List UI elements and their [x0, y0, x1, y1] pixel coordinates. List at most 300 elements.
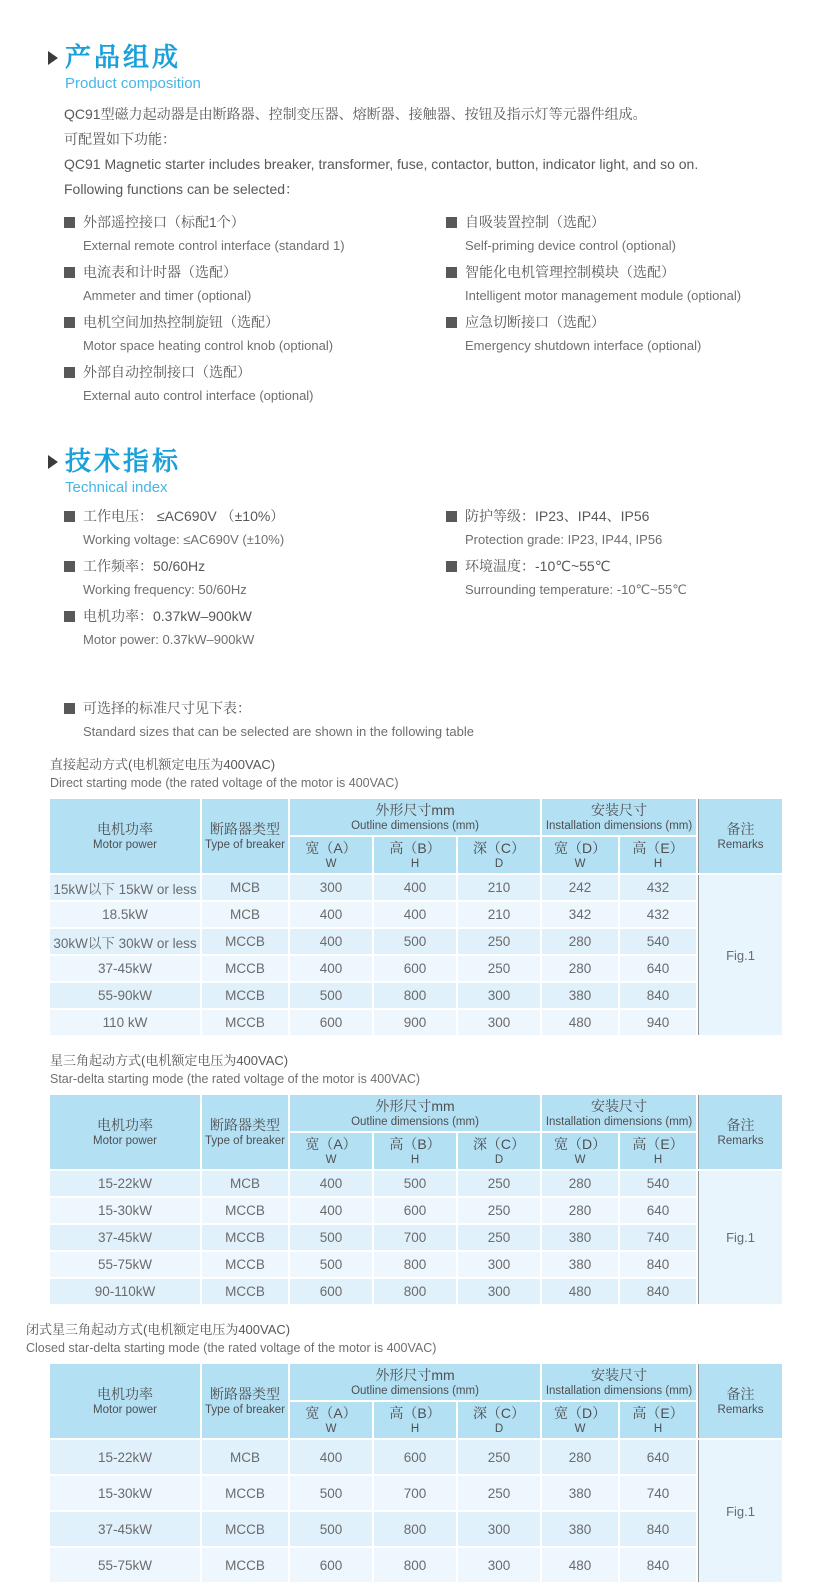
bullet-square-icon	[64, 511, 75, 522]
cell-dimension: 280	[542, 929, 618, 954]
header-label-en: H	[653, 1154, 663, 1166]
section-arrow-icon	[48, 455, 58, 469]
cell-dimension: 280	[542, 1171, 618, 1196]
header-label-en: Installation dimensions (mm)	[545, 820, 693, 832]
feature-label-zh: 应急切断接口（选配）	[465, 314, 605, 330]
table-row	[50, 1512, 782, 1546]
header-label-en: Motor power	[93, 839, 157, 851]
cell-dimension: 210	[458, 902, 540, 927]
cell-remark: Fig.1	[698, 1440, 782, 1582]
section-header-text	[65, 42, 201, 92]
intro-paragraphs	[64, 102, 790, 202]
cell-dimension: 400	[290, 902, 372, 927]
cell-motor-power: 55-90kW	[50, 983, 200, 1008]
table-body	[50, 1440, 782, 1582]
feature-label-zh: 电流表和计时器（选配）	[83, 264, 237, 280]
header-outline-dimensions	[290, 1095, 540, 1131]
cell-dimension: 540	[620, 1171, 696, 1196]
cell-breaker-type: MCCB	[202, 1252, 288, 1277]
cell-motor-power: 15-30kW	[50, 1198, 200, 1223]
cell-dimension: 500	[374, 929, 456, 954]
section-header-technical	[48, 446, 790, 496]
feature-item	[64, 212, 446, 255]
feature-row	[64, 506, 446, 526]
table-caption	[50, 1051, 790, 1088]
feature-label-zh: 防护等级：IP23、IP44、IP56	[465, 508, 650, 524]
cell-dimension: 400	[290, 1171, 372, 1196]
table-block-direct-start	[48, 755, 790, 1037]
feature-item	[446, 506, 790, 549]
feature-label-zh: 电机功率：0.37kW–900kW	[83, 608, 252, 624]
cell-motor-power: 15-30kW	[50, 1476, 200, 1510]
cell-dimension: 800	[374, 1512, 456, 1546]
header-label-zh: 断路器类型	[210, 821, 280, 837]
header-label-zh: 备注	[726, 1117, 755, 1133]
cell-dimension: 250	[458, 929, 540, 954]
cell-motor-power: 15-22kW	[50, 1440, 200, 1474]
header-label-zh: 安装尺寸	[591, 1367, 648, 1383]
header-label-en: Installation dimensions (mm)	[545, 1385, 693, 1397]
cell-dimension: 480	[542, 1548, 618, 1582]
cell-dimension: 600	[290, 1279, 372, 1304]
bullet-square-icon	[64, 217, 75, 228]
cell-dimension: 740	[620, 1476, 696, 1510]
header-label-en: D	[494, 858, 504, 870]
header-label-en: Installation dimensions (mm)	[545, 1116, 693, 1128]
dimensions-table-direct-start	[48, 797, 784, 1037]
feature-row	[64, 212, 446, 232]
header-label-zh: 深（C）	[472, 1136, 526, 1152]
feature-label-en: Motor power: 0.37kW–900kW	[83, 632, 255, 647]
cell-dimension: 300	[458, 983, 540, 1008]
feature-row	[446, 506, 790, 526]
spec-column-left	[64, 506, 446, 656]
feature-label-zh: 环境温度：-10℃~55℃	[465, 558, 611, 574]
header-label-zh: 高（B）	[389, 1405, 441, 1421]
cell-dimension: 480	[542, 1279, 618, 1304]
cell-dimension: 640	[620, 956, 696, 981]
header-label-zh: 高（E）	[632, 1136, 684, 1152]
cell-dimension: 840	[620, 1548, 696, 1582]
cell-motor-power: 37-45kW	[50, 1225, 200, 1250]
header-label-en: Type of breaker	[205, 839, 285, 851]
header-breaker-type	[202, 1364, 288, 1438]
table-row	[50, 1252, 782, 1277]
cell-breaker-type: MCCB	[202, 1279, 288, 1304]
header-outline-dimensions	[290, 1364, 540, 1400]
bullet-square-icon	[64, 611, 75, 622]
cell-breaker-type: MCCB	[202, 983, 288, 1008]
header-label-zh: 备注	[726, 821, 755, 837]
bullet-square-icon	[446, 317, 457, 328]
feature-item	[64, 262, 446, 305]
cell-dimension: 400	[290, 1198, 372, 1223]
header-subcolumn	[458, 1133, 540, 1169]
header-subcolumn	[374, 1133, 456, 1169]
feature-label-en: Protection grade: IP23, IP44, IP56	[465, 532, 663, 547]
header-label-zh: 断路器类型	[210, 1386, 280, 1402]
feature-label-en: Intelligent motor management module (optional)	[465, 288, 742, 303]
cell-dimension: 640	[620, 1440, 696, 1474]
table-head	[50, 799, 782, 873]
paragraph-line: QC91型磁力起动器是由断路器、控制变压器、熔断器、接触器、按钮及指示灯等元器件组成。	[64, 106, 647, 122]
table-row	[50, 983, 782, 1008]
cell-dimension: 640	[620, 1198, 696, 1223]
cell-motor-power: 15-22kW	[50, 1171, 200, 1196]
cell-dimension: 432	[620, 875, 696, 900]
table-row	[50, 1476, 782, 1510]
cell-motor-power: 90-110kW	[50, 1279, 200, 1304]
header-motor-power	[50, 1095, 200, 1169]
header-subcolumn	[542, 837, 618, 873]
header-subcolumn	[542, 1133, 618, 1169]
cell-dimension: 500	[290, 1512, 372, 1546]
cell-motor-power: 37-45kW	[50, 956, 200, 981]
cell-dimension: 600	[374, 956, 456, 981]
header-label-en: W	[325, 858, 337, 870]
cell-motor-power: 55-75kW	[50, 1252, 200, 1277]
paragraph-line: QC91 Magnetic starter includes breaker, transformer, fuse, contactor, button, indicator light, and so on.	[64, 156, 699, 172]
feature-item	[446, 556, 790, 599]
feature-row	[446, 262, 790, 282]
cell-dimension: 300	[458, 1548, 540, 1582]
cell-breaker-type: MCCB	[202, 1198, 288, 1223]
header-label-zh: 外形尺寸mm	[375, 1367, 455, 1383]
feature-item	[64, 556, 446, 599]
header-motor-power	[50, 1364, 200, 1438]
header-subcolumn	[620, 1402, 696, 1438]
feature-label-en: Self-priming device control (optional)	[465, 238, 676, 253]
header-subcolumn	[290, 1133, 372, 1169]
header-label-en: W	[574, 858, 586, 870]
bullet-square-icon	[446, 511, 457, 522]
cell-dimension: 600	[374, 1440, 456, 1474]
table-row	[50, 902, 782, 927]
feature-label-en: Working voltage: ≤AC690V (±10%)	[83, 532, 285, 547]
cell-dimension: 800	[374, 1252, 456, 1277]
cell-breaker-type: MCCB	[202, 1225, 288, 1250]
feature-row	[64, 362, 446, 382]
cell-breaker-type: MCCB	[202, 1010, 288, 1035]
table-row	[50, 929, 782, 954]
header-label-zh: 高（E）	[632, 840, 684, 856]
table-block-closed-star-delta	[26, 1320, 790, 1584]
bullet-square-icon	[446, 267, 457, 278]
cell-breaker-type: MCB	[202, 875, 288, 900]
cell-dimension: 400	[290, 956, 372, 981]
cell-dimension: 480	[542, 1010, 618, 1035]
header-subcolumn	[620, 837, 696, 873]
bullet-square-icon	[446, 561, 457, 572]
table-head	[50, 1364, 782, 1438]
table-caption-zh: 直接起动方式(电机额定电压为400VAC)	[50, 757, 276, 772]
feature-item	[446, 212, 790, 255]
bullet-square-icon	[64, 561, 75, 572]
header-label-en: H	[410, 1423, 420, 1435]
header-label-en: H	[410, 858, 420, 870]
header-label-en: Remarks	[717, 1404, 764, 1416]
header-label-zh: 高（B）	[389, 1136, 441, 1152]
cell-dimension: 400	[374, 902, 456, 927]
cell-dimension: 250	[458, 1171, 540, 1196]
cell-dimension: 380	[542, 1476, 618, 1510]
header-label-en: Outline dimensions (mm)	[351, 1385, 479, 1397]
header-label-en: Type of breaker	[205, 1404, 285, 1416]
header-label-zh: 深（C）	[472, 1405, 526, 1421]
cell-remark: Fig.1	[698, 875, 782, 1035]
cell-dimension: 400	[290, 929, 372, 954]
cell-breaker-type: MCCB	[202, 929, 288, 954]
header-installation-dimensions	[542, 799, 696, 835]
feature-item	[64, 312, 446, 355]
cell-dimension: 280	[542, 1440, 618, 1474]
cell-dimension: 840	[620, 983, 696, 1008]
cell-motor-power: 37-45kW	[50, 1512, 200, 1546]
header-remarks	[698, 1364, 782, 1438]
header-label-zh: 安装尺寸	[591, 1098, 648, 1114]
header-label-zh: 宽（D）	[553, 1405, 607, 1421]
paragraph-line: Following functions can be selected：	[64, 181, 300, 197]
cell-dimension: 500	[290, 983, 372, 1008]
cell-dimension: 380	[542, 1512, 618, 1546]
feature-label-en: Emergency shutdown interface (optional)	[465, 338, 702, 353]
header-label-en: Remarks	[717, 839, 764, 851]
table-block-star-delta	[48, 1051, 790, 1306]
feature-row	[64, 262, 446, 282]
cell-dimension: 800	[374, 983, 456, 1008]
section-header-composition	[48, 42, 790, 92]
header-label-zh: 宽（A）	[305, 1136, 357, 1152]
bullet-square-icon	[64, 367, 75, 378]
feature-label-zh: 工作电压： ≤AC690V （±10%）	[83, 508, 285, 524]
section-subtitle: Technical index	[65, 479, 168, 496]
cell-dimension: 940	[620, 1010, 696, 1035]
cell-dimension: 432	[620, 902, 696, 927]
table-head	[50, 1095, 782, 1169]
cell-motor-power: 110 kW	[50, 1010, 200, 1035]
header-label-en: H	[653, 1423, 663, 1435]
cell-dimension: 250	[458, 1476, 540, 1510]
header-installation-dimensions	[542, 1095, 696, 1131]
cell-dimension: 242	[542, 875, 618, 900]
header-label-zh: 深（C）	[472, 840, 526, 856]
cell-dimension: 300	[458, 1279, 540, 1304]
table-caption-en: Star-delta starting mode (the rated voltage of the motor is 400VAC)	[50, 1072, 421, 1086]
cell-dimension: 380	[542, 1252, 618, 1277]
header-label-zh: 外形尺寸mm	[375, 1098, 455, 1114]
cell-breaker-type: MCCB	[202, 1548, 288, 1582]
header-subcolumn	[458, 837, 540, 873]
cell-dimension: 250	[458, 1440, 540, 1474]
table-row	[50, 1171, 782, 1196]
cell-dimension: 600	[290, 1010, 372, 1035]
feature-label-zh: 外部遥控接口（标配1个）	[83, 214, 245, 230]
feature-column-right	[446, 212, 790, 412]
header-label-zh: 电机功率	[97, 1386, 153, 1402]
header-label-zh: 电机功率	[97, 821, 153, 837]
header-label-zh: 断路器类型	[210, 1117, 280, 1133]
note-label-en: Standard sizes that can be selected are shown in the following table	[83, 724, 474, 739]
section-arrow-icon	[48, 51, 58, 65]
dimensions-table-closed-star-delta	[48, 1362, 784, 1584]
cell-dimension: 300	[290, 875, 372, 900]
feature-label-en: External remote control interface (standard 1)	[83, 238, 345, 253]
table-caption	[26, 1320, 790, 1357]
table-row	[50, 1225, 782, 1250]
feature-row	[446, 312, 790, 332]
bullet-square-icon	[64, 703, 75, 714]
header-outline-dimensions	[290, 799, 540, 835]
header-subcolumn	[542, 1402, 618, 1438]
cell-motor-power: 55-75kW	[50, 1548, 200, 1582]
header-breaker-type	[202, 1095, 288, 1169]
cell-dimension: 400	[374, 875, 456, 900]
standard-sizes-note	[64, 698, 790, 741]
header-label-zh: 高（E）	[632, 1405, 684, 1421]
feature-label-en: Ammeter and timer (optional)	[83, 288, 252, 303]
cell-breaker-type: MCCB	[202, 956, 288, 981]
feature-row	[64, 312, 446, 332]
header-label-zh: 安装尺寸	[591, 802, 648, 818]
header-label-en: W	[574, 1423, 586, 1435]
cell-dimension: 840	[620, 1512, 696, 1546]
cell-dimension: 500	[290, 1476, 372, 1510]
feature-row	[446, 212, 790, 232]
feature-label-zh: 工作频率：50/60Hz	[83, 558, 206, 574]
header-label-en: D	[494, 1154, 504, 1166]
section-technical-index	[48, 446, 790, 741]
feature-column-left	[64, 212, 446, 412]
header-subcolumn	[458, 1402, 540, 1438]
feature-label-en: Surrounding temperature: -10℃~55℃	[465, 582, 687, 597]
cell-breaker-type: MCCB	[202, 1512, 288, 1546]
bullet-square-icon	[64, 267, 75, 278]
cell-dimension: 342	[542, 902, 618, 927]
header-label-en: Motor power	[93, 1404, 157, 1416]
cell-dimension: 400	[290, 1440, 372, 1474]
section-header-text	[65, 446, 181, 496]
feature-lists	[64, 212, 790, 412]
header-subcolumn	[620, 1133, 696, 1169]
cell-dimension: 300	[458, 1010, 540, 1035]
cell-breaker-type: MCB	[202, 902, 288, 927]
table-caption-en: Direct starting mode (the rated voltage of the motor is 400VAC)	[50, 776, 399, 790]
header-label-en: Type of breaker	[205, 1135, 285, 1147]
cell-dimension: 250	[458, 1198, 540, 1223]
feature-label-zh: 自吸装置控制（选配）	[465, 214, 605, 230]
header-label-en: Remarks	[717, 1135, 764, 1147]
table-row	[50, 1440, 782, 1474]
header-label-en: D	[494, 1423, 504, 1435]
header-motor-power	[50, 799, 200, 873]
cell-dimension: 700	[374, 1225, 456, 1250]
header-label-en: Outline dimensions (mm)	[351, 820, 479, 832]
header-subcolumn	[290, 1402, 372, 1438]
cell-breaker-type: MCB	[202, 1440, 288, 1474]
cell-dimension: 300	[458, 1512, 540, 1546]
cell-dimension: 840	[620, 1252, 696, 1277]
header-row-groups	[50, 1364, 782, 1400]
table-caption	[50, 755, 790, 792]
spec-lists	[64, 506, 790, 656]
cell-motor-power: 15kW以下 15kW or less	[50, 875, 200, 900]
note-row-zh	[64, 698, 790, 718]
cell-dimension: 900	[374, 1010, 456, 1035]
header-remarks	[698, 799, 782, 873]
header-label-zh: 电机功率	[97, 1117, 153, 1133]
table-row	[50, 875, 782, 900]
header-label-zh: 宽（D）	[553, 1136, 607, 1152]
feature-label-en: External auto control interface (optional)	[83, 388, 314, 403]
header-label-zh: 高（B）	[389, 840, 441, 856]
header-label-zh: 外形尺寸mm	[375, 802, 455, 818]
header-row-groups	[50, 799, 782, 835]
feature-label-en: Working frequency: 50/60Hz	[83, 582, 247, 597]
header-row-groups	[50, 1095, 782, 1131]
table-row	[50, 1198, 782, 1223]
header-label-zh: 宽（A）	[305, 840, 357, 856]
feature-row	[64, 556, 446, 576]
paragraph-line: 可配置如下功能：	[64, 131, 176, 147]
cell-dimension: 840	[620, 1279, 696, 1304]
table-row	[50, 1279, 782, 1304]
table-caption-zh: 闭式星三角起动方式(电机额定电压为400VAC)	[26, 1322, 291, 1337]
cell-dimension: 500	[290, 1252, 372, 1277]
cell-breaker-type: MCB	[202, 1171, 288, 1196]
cell-breaker-type: MCCB	[202, 1476, 288, 1510]
cell-dimension: 280	[542, 1198, 618, 1223]
cell-dimension: 250	[458, 1225, 540, 1250]
section-product-composition	[48, 42, 790, 412]
cell-motor-power: 30kW以下 30kW or less	[50, 929, 200, 954]
header-label-en: W	[574, 1154, 586, 1166]
header-label-zh: 宽（D）	[553, 840, 607, 856]
header-label-zh: 备注	[726, 1386, 755, 1402]
table-caption-en: Closed star-delta starting mode (the rated voltage of the motor is 400VAC)	[26, 1341, 437, 1355]
note-label-zh: 可选择的标准尺寸见下表：	[83, 700, 251, 716]
bullet-square-icon	[446, 217, 457, 228]
feature-label-zh: 电机空间加热控制旋钮（选配）	[83, 314, 279, 330]
cell-motor-power: 18.5kW	[50, 902, 200, 927]
header-label-en: H	[653, 858, 663, 870]
cell-dimension: 600	[290, 1548, 372, 1582]
header-remarks	[698, 1095, 782, 1169]
header-label-zh: 宽（A）	[305, 1405, 357, 1421]
cell-dimension: 700	[374, 1476, 456, 1510]
cell-dimension: 600	[374, 1198, 456, 1223]
section-title: 技术指标	[65, 446, 182, 476]
table-body	[50, 1171, 782, 1304]
page-subtitle: Product composition	[65, 75, 201, 92]
table-row	[50, 1010, 782, 1035]
table-body	[50, 875, 782, 1035]
cell-dimension: 800	[374, 1279, 456, 1304]
table-row	[50, 956, 782, 981]
header-label-en: W	[325, 1423, 337, 1435]
feature-label-zh: 智能化电机管理控制模块（选配）	[465, 264, 675, 280]
cell-dimension: 210	[458, 875, 540, 900]
header-label-en: Outline dimensions (mm)	[351, 1116, 479, 1128]
cell-dimension: 800	[374, 1548, 456, 1582]
dimension-tables	[26, 755, 790, 1584]
cell-dimension: 740	[620, 1225, 696, 1250]
cell-dimension: 500	[374, 1171, 456, 1196]
feature-row	[446, 556, 790, 576]
header-breaker-type	[202, 799, 288, 873]
header-label-en: Motor power	[93, 1135, 157, 1147]
cell-dimension: 540	[620, 929, 696, 954]
feature-item	[64, 606, 446, 649]
